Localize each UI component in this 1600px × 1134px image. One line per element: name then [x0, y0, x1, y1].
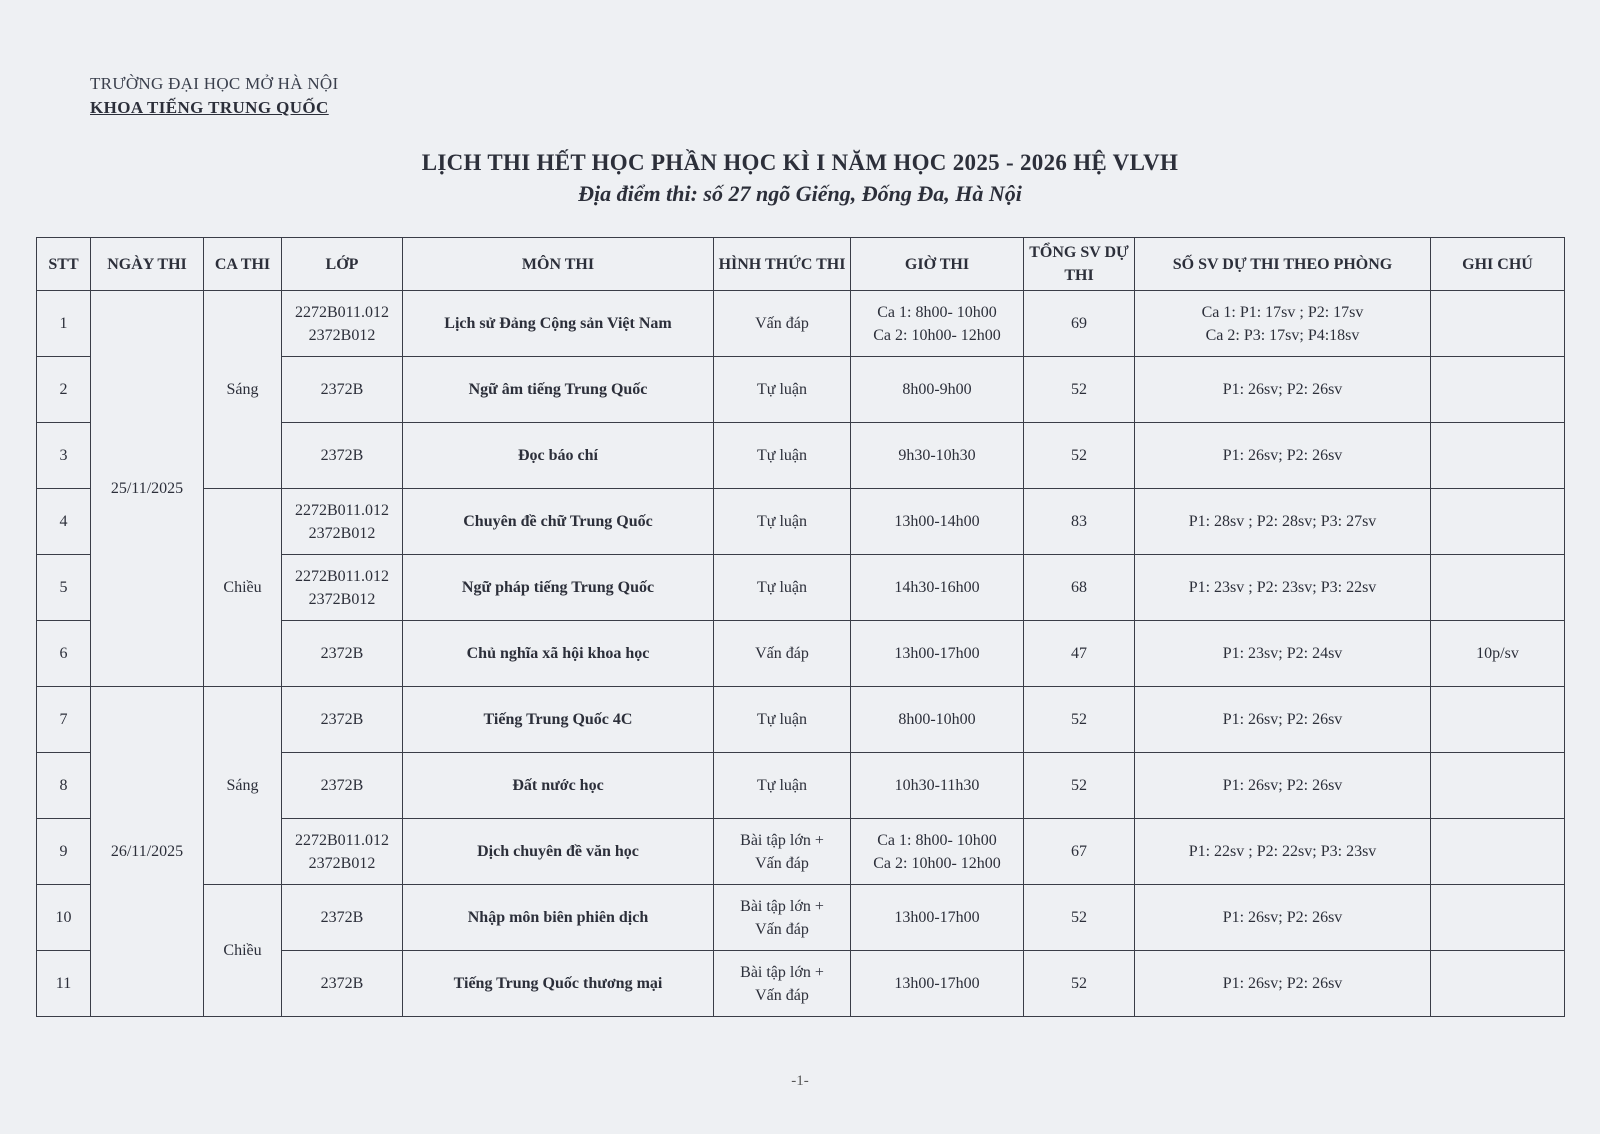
subject-name: Tiếng Trung Quốc 4C [403, 687, 714, 753]
note [1431, 753, 1565, 819]
exam-format-line: Vấn đáp [755, 854, 809, 872]
table-row [37, 885, 1565, 951]
note [1431, 489, 1565, 555]
document-title: LỊCH THI HẾT HỌC PHẦN HỌC KÌ I NĂM HỌC 2025 - 2026 HỆ VLVH [421, 150, 1179, 175]
table-body [37, 291, 1565, 1017]
total-students: 67 [1024, 819, 1135, 885]
exam-format [714, 753, 851, 819]
total-students: 69 [1024, 291, 1135, 357]
exam-format [714, 489, 851, 555]
class-code [282, 621, 403, 687]
exam-format [714, 687, 851, 753]
exam-format-line: Tự luận [757, 579, 807, 596]
room-allocation-line: P1: 26sv; P2: 26sv [1222, 777, 1343, 794]
total-students: 52 [1024, 687, 1135, 753]
department-name: KHOA TIẾNG TRUNG QUỐC [90, 98, 329, 117]
exam-date: 26/11/2025 [91, 687, 204, 1017]
school-name: TRƯỜNG ĐẠI HỌC MỞ HÀ NỘI [90, 74, 339, 93]
room-allocation-line: P1: 23sv ; P2: 23sv; P3: 22sv [1188, 579, 1377, 596]
class-code-line: 2372B012 [308, 326, 376, 344]
row-number: 4 [37, 489, 91, 555]
exam-format [714, 423, 851, 489]
room-allocation [1135, 291, 1431, 357]
exam-time [851, 753, 1024, 819]
exam-session: Sáng [204, 687, 282, 885]
page-number: -1- [791, 1073, 809, 1089]
exam-format-line: Vấn đáp [755, 645, 809, 662]
room-allocation-line: Ca 1: P1: 17sv ; P2: 17sv [1201, 303, 1364, 321]
class-code [282, 687, 403, 753]
column-header: GIỜ THI [851, 238, 1024, 291]
row-number: 11 [37, 951, 91, 1017]
room-allocation [1135, 885, 1431, 951]
room-allocation [1135, 687, 1431, 753]
room-allocation-line: P1: 22sv ; P2: 22sv; P3: 23sv [1188, 843, 1377, 860]
room-allocation [1135, 621, 1431, 687]
exam-format [714, 621, 851, 687]
exam-format-line: Vấn đáp [755, 920, 809, 938]
table-row [37, 687, 1565, 753]
table-row [37, 291, 1565, 357]
class-code [282, 423, 403, 489]
exam-format-line: Tự luận [757, 513, 807, 530]
room-allocation [1135, 753, 1431, 819]
exam-time-line: 13h00-17h00 [894, 645, 980, 662]
row-number: 10 [37, 885, 91, 951]
column-header: TỔNG SV DỰ THI [1024, 238, 1135, 291]
row-number: 3 [37, 423, 91, 489]
total-students: 68 [1024, 555, 1135, 621]
exam-time-line: 13h00-14h00 [894, 513, 980, 530]
exam-format-line: Bài tập lớn + [740, 831, 824, 849]
exam-format [714, 555, 851, 621]
subject-name: Nhập môn biên phiên dịch [403, 885, 714, 951]
exam-format [714, 819, 851, 885]
row-number: 6 [37, 621, 91, 687]
room-allocation [1135, 555, 1431, 621]
exam-time-line: 14h30-16h00 [894, 579, 980, 596]
exam-format-line: Bài tập lớn + [740, 963, 824, 981]
room-allocation-line: P1: 28sv ; P2: 28sv; P3: 27sv [1188, 513, 1377, 530]
exam-time-line: Ca 1: 8h00- 10h00 [877, 303, 997, 321]
exam-time-line: 13h00-17h00 [894, 909, 980, 926]
note [1431, 291, 1565, 357]
room-allocation-line: P1: 26sv; P2: 26sv [1222, 381, 1343, 398]
total-students: 52 [1024, 357, 1135, 423]
exam-format-line: Vấn đáp [755, 986, 809, 1004]
column-header: GHI CHÚ [1431, 238, 1565, 291]
total-students: 47 [1024, 621, 1135, 687]
note [1431, 819, 1565, 885]
class-code [282, 819, 403, 885]
class-code-line: 2372B012 [308, 524, 376, 542]
room-allocation [1135, 819, 1431, 885]
total-students: 52 [1024, 885, 1135, 951]
exam-format [714, 885, 851, 951]
class-code-line: 2372B [320, 645, 364, 662]
room-allocation [1135, 489, 1431, 555]
column-header: LỚP [282, 238, 403, 291]
exam-time [851, 819, 1024, 885]
room-allocation-line: P1: 26sv; P2: 26sv [1222, 711, 1343, 728]
row-number: 8 [37, 753, 91, 819]
class-code [282, 357, 403, 423]
subject-name: Ngữ pháp tiếng Trung Quốc [403, 555, 714, 621]
document-header [90, 72, 338, 120]
exam-format-line: Tự luận [757, 381, 807, 398]
note: 10p/sv [1431, 621, 1565, 687]
total-students: 83 [1024, 489, 1135, 555]
subject-name: Đọc báo chí [403, 423, 714, 489]
row-number: 2 [37, 357, 91, 423]
total-students: 52 [1024, 753, 1135, 819]
column-header: SỐ SV DỰ THI THEO PHÒNG [1135, 238, 1431, 291]
column-header: MÔN THI [403, 238, 714, 291]
exam-time-line: Ca 2: 10h00- 12h00 [873, 326, 1001, 344]
column-header: NGÀY THI [91, 238, 204, 291]
subject-name: Chủ nghĩa xã hội khoa học [403, 621, 714, 687]
row-number: 9 [37, 819, 91, 885]
room-allocation-line: P1: 26sv; P2: 26sv [1222, 975, 1343, 992]
exam-session: Chiều [204, 885, 282, 1017]
room-allocation [1135, 423, 1431, 489]
note [1431, 423, 1565, 489]
exam-format [714, 951, 851, 1017]
class-code [282, 489, 403, 555]
total-students: 52 [1024, 951, 1135, 1017]
row-number: 5 [37, 555, 91, 621]
exam-format [714, 291, 851, 357]
column-header: STT [37, 238, 91, 291]
exam-time [851, 885, 1024, 951]
exam-time [851, 951, 1024, 1017]
exam-time-line: 8h00-9h00 [902, 381, 972, 398]
class-code-line: 2272B011.012 [294, 501, 390, 519]
class-code-line: 2272B011.012 [294, 567, 390, 585]
exam-time-line: 8h00-10h00 [898, 711, 976, 728]
subject-name: Ngữ âm tiếng Trung Quốc [403, 357, 714, 423]
subject-name: Dịch chuyên đề văn học [403, 819, 714, 885]
subject-name: Lịch sử Đảng Cộng sản Việt Nam [403, 291, 714, 357]
subject-name: Đất nước học [403, 753, 714, 819]
exam-time-line: 9h30-10h30 [898, 447, 976, 464]
note [1431, 951, 1565, 1017]
class-code-line: 2272B011.012 [294, 831, 390, 849]
class-code-line: 2372B [320, 711, 364, 728]
class-code [282, 951, 403, 1017]
exam-time-line: Ca 2: 10h00- 12h00 [873, 854, 1001, 872]
note [1431, 687, 1565, 753]
class-code-line: 2372B [320, 975, 364, 992]
class-code-line: 2372B [320, 777, 364, 794]
exam-time [851, 687, 1024, 753]
exam-time [851, 423, 1024, 489]
exam-time [851, 489, 1024, 555]
exam-format-line: Bài tập lớn + [740, 897, 824, 915]
note [1431, 357, 1565, 423]
exam-time-line: Ca 1: 8h00- 10h00 [877, 831, 997, 849]
class-code-line: 2372B012 [308, 590, 376, 608]
subject-name: Tiếng Trung Quốc thương mại [403, 951, 714, 1017]
class-code-line: 2372B [320, 381, 364, 398]
class-code [282, 753, 403, 819]
exam-time [851, 357, 1024, 423]
exam-time [851, 555, 1024, 621]
exam-date: 25/11/2025 [91, 291, 204, 687]
exam-format-line: Tự luận [757, 711, 807, 728]
class-code-line: 2272B011.012 [294, 303, 390, 321]
exam-session: Sáng [204, 291, 282, 489]
row-number: 1 [37, 291, 91, 357]
exam-time-line: 10h30-11h30 [894, 777, 980, 794]
total-students: 52 [1024, 423, 1135, 489]
title-block [0, 148, 1600, 210]
column-header: HÌNH THỨC THI [714, 238, 851, 291]
room-allocation-line: P1: 23sv; P2: 24sv [1222, 645, 1343, 662]
class-code-line: 2372B012 [308, 854, 376, 872]
class-code-line: 2372B [320, 447, 364, 464]
table-row [37, 489, 1565, 555]
exam-format-line: Tự luận [757, 447, 807, 464]
exam-time [851, 291, 1024, 357]
exam-format [714, 357, 851, 423]
column-header: CA THI [204, 238, 282, 291]
exam-time-line: 13h00-17h00 [894, 975, 980, 992]
class-code [282, 555, 403, 621]
room-allocation [1135, 951, 1431, 1017]
exam-schedule-table [36, 237, 1565, 1017]
exam-format-line: Tự luận [757, 777, 807, 794]
note [1431, 555, 1565, 621]
exam-session: Chiều [204, 489, 282, 687]
exam-format-line: Vấn đáp [755, 315, 809, 332]
note [1431, 885, 1565, 951]
document-subtitle: Địa điểm thi: số 27 ngõ Giếng, Đống Đa, Hà Nội [578, 181, 1022, 206]
subject-name: Chuyên đề chữ Trung Quốc [403, 489, 714, 555]
room-allocation-line: Ca 2: P3: 17sv; P4:18sv [1205, 326, 1360, 344]
exam-time [851, 621, 1024, 687]
table-header-row [37, 238, 1565, 291]
class-code [282, 885, 403, 951]
room-allocation-line: P1: 26sv; P2: 26sv [1222, 447, 1343, 464]
class-code-line: 2372B [320, 909, 364, 926]
room-allocation [1135, 357, 1431, 423]
room-allocation-line: P1: 26sv; P2: 26sv [1222, 909, 1343, 926]
class-code [282, 291, 403, 357]
row-number: 7 [37, 687, 91, 753]
